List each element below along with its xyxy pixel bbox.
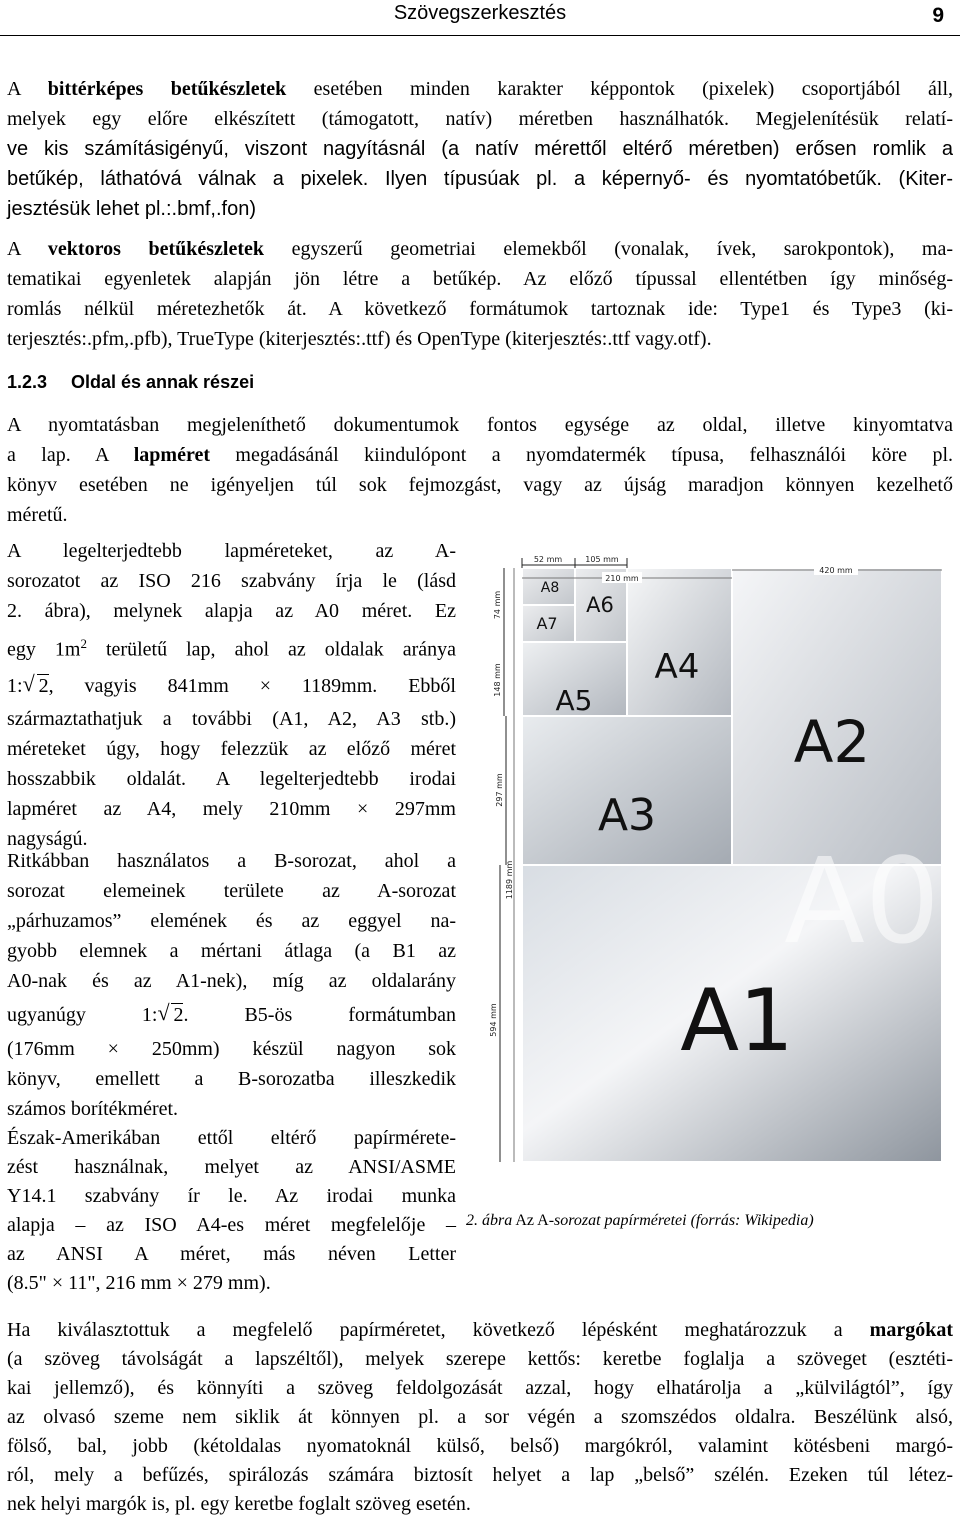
label-a0: A0	[784, 832, 940, 970]
text-line: az ANSI A méret, más néven Letter	[7, 1243, 456, 1265]
caption-number: 2. ábra	[466, 1212, 513, 1229]
dim-top-210: 210 mm	[605, 574, 639, 583]
paragraph-a-series	[7, 536, 456, 854]
label-a2: A2	[793, 708, 871, 776]
page-number: 9	[932, 4, 944, 27]
text-line: hosszabbik oldalát. A legelterjedtebb irodai	[7, 767, 456, 790]
text-line: nagyságú.	[7, 827, 88, 850]
text-line: lapméret az A4, mely 210mm × 297mm	[7, 797, 456, 820]
text-line: fölső, bal, jobb (kétoldalas nyomatoknál külső, belső) margókról, valamint kötésbeni margó-	[7, 1435, 953, 1457]
dim-left-74: 74 mm	[493, 590, 502, 620]
figure-caption	[466, 1212, 814, 1230]
text-line: származtathatjuk a további (A1, A2, A3 stb.)	[7, 707, 456, 730]
text-line: A vektoros betűkészletek egyszerű geometriai elemekből (vonalak, ívek, sarokpontok), ma-	[7, 238, 953, 260]
bold-term: bittérképes betűkészletek	[47, 78, 287, 100]
text-line: alapja – az ISO A4-es méret megfelelője –	[7, 1214, 456, 1236]
running-title: Szövegszerkesztés	[393, 2, 567, 24]
label-a6: A6	[586, 593, 614, 617]
label-a1: A1	[680, 971, 794, 1071]
dim-left-594: 594 mm	[489, 1003, 498, 1037]
text-line: méretű.	[7, 504, 68, 526]
bold-term: lapméret	[133, 444, 211, 466]
text-line: ugyanúgy 1: √ 2. B5-ös formátumban	[7, 996, 456, 1034]
bold-term: vektoros betűkészletek	[47, 238, 264, 260]
dim-left-297: 297 mm	[495, 773, 504, 807]
text-line: sorozat elemeinek területe az A-sorozat	[7, 880, 456, 902]
text-line: (a szöveg távolságát a lapszéltől), melyek szerepe kettős: keretbe foglalja a szöveget (esztéti-	[7, 1348, 953, 1370]
paragraph-vector-fonts	[7, 234, 953, 354]
page-header	[0, 0, 960, 34]
paragraph-page-intro	[7, 410, 953, 530]
paragraph-b-series	[7, 846, 456, 1124]
section-number: 1.2.3	[7, 372, 48, 392]
label-a4: A4	[654, 647, 700, 687]
text-line: romlás nélkül méretezhetők át. A következő formátumok tartoznak ide: Type1 és Type3 (ki-	[7, 298, 953, 320]
text-line: A0-nak és az A1-nek), míg az oldalarány	[7, 970, 456, 992]
text-line: jesztésük lehet pl.:.bmf,.fon)	[7, 198, 257, 220]
bold-term: margókat	[869, 1319, 953, 1341]
text-line: méreteket úgy, hogy felezzük az előző méret	[7, 737, 456, 760]
paper-size-diagram	[489, 550, 960, 1170]
text-line: az olvasó szeme nem siklik át könnyen pl. a sor végén a szomszédos oldalra. Beszélünk alsó,	[7, 1406, 953, 1428]
text-line: A bittérképes betűkészletek esetében minden karakter képpontok (pixelek) csoportjából áll,	[7, 78, 954, 100]
label-a3: A3	[597, 790, 657, 841]
text-line: a lap. A lapméret megadásánál kiindulópont a nyomdatermék típusa, felhasználói köre pl.	[7, 444, 953, 466]
text-line: A legelterjedtebb lapméreteket, az A-	[7, 540, 456, 562]
sqrt-symbol: √ 2	[22, 670, 49, 697]
text-line: Y14.1 szabvány ír le. Az irodai munka	[7, 1185, 456, 1207]
label-a8: A8	[540, 580, 560, 596]
text-line: gyobb elemnek a mértani átlaga (a B1 az	[7, 940, 456, 962]
text-line: egy $1m^2$ területű lap, ahol az oldalak aránya	[7, 636, 456, 661]
paragraph-ansi	[7, 1124, 456, 1298]
dim-left-1189: 1189 mm	[505, 860, 514, 900]
text-line: (176mm × 250mm) készül nagyon sok	[7, 1038, 456, 1060]
text-line: nek helyi margók is, pl. egy keretbe foglalt szöveg esetén.	[7, 1493, 471, 1515]
text-line: zést használnak, melyet az ANSI/ASME	[7, 1156, 456, 1178]
text-line: könyv, emellett a B-sorozatba illeszkedik	[7, 1068, 456, 1090]
caption-text-plain: Az A	[512, 1212, 549, 1229]
text-line: Észak-Amerikában ettől eltérő papírmérete-	[7, 1127, 456, 1149]
text-line: „párhuzamos” elemének és az eggyel na-	[7, 910, 456, 932]
dim-top-105: 105 mm	[585, 555, 619, 564]
text-line: könyv esetében ne igényeljen túl sok fejmozgást, vagy az újság maradjon könnyen kezelhető	[7, 474, 953, 496]
text-line: betűkép, láthatóvá válnak a pixelek. Ilyen típusúak pl. a képernyő- és nyomtatóbetűk. (Kiter-	[7, 168, 953, 190]
text-line: 1: √ 2, vagyis 841mm × 1189mm. Ebből	[7, 668, 456, 704]
text-line: Ha kiválasztottuk a megfelelő papírméretet, következő lépésként meghatározzuk a margókat	[7, 1319, 953, 1341]
text-line: terjesztés:.pfm,.pfb), TrueType (kiterjesztés:.ttf) és OpenType (kiterjesztés:.ttf vagy.otf).	[7, 328, 712, 350]
text-line: számos borítékméret.	[7, 1098, 179, 1120]
text-line: melyek egy előre elkészített (támogatott, natív) méretben használhatók. Megjelenítésük relatí-	[7, 108, 953, 130]
caption-text-italic: -sorozat papírméretei (forrás: Wikipedia)	[548, 1212, 814, 1229]
text-line: tematikai egyenletek alapján jön létre a betűkép. Az előző típussal ellentétben így minőség-	[7, 268, 953, 290]
label-a7: A7	[536, 614, 558, 633]
sqrt-symbol: √ 2	[157, 1000, 184, 1026]
label-a5: A5	[555, 684, 593, 717]
text-line: 2. ábra), melynek alapja az A0 méret. Ez	[7, 600, 456, 622]
a-series-figure	[489, 550, 960, 1170]
text-line: ról, mely a befűzés, spirálozás számára biztosít helyet a lap „belső” szélén. Ezeken túl létez-	[7, 1464, 953, 1486]
text-line: A nyomtatásban megjeleníthető dokumentumok fontos egysége az oldal, illetve kinyomtatva	[7, 414, 953, 436]
header-rule	[0, 35, 960, 36]
section-heading	[7, 372, 254, 393]
text-line: kai jellemző), és könnyíti a szöveg feldolgozását azzal, hogy elhatárolja a „külvilágtól”, így	[7, 1377, 953, 1399]
text-line: Ritkábban használatos a B-sorozat, ahol a	[7, 850, 456, 872]
text-line: sorozatot az ISO 216 szabvány írja le (lásd	[7, 570, 456, 592]
dim-left-148: 148 mm	[493, 663, 502, 697]
dim-top-420: 420 mm	[819, 566, 853, 575]
dim-top-52: 52 mm	[533, 555, 563, 564]
sheet-a4	[627, 568, 732, 716]
text-line: ve kis számításigényű, viszont nagyításnál (a natív mérettől eltérő méretben) erősen romlik a	[7, 138, 953, 160]
paragraph-margins	[7, 1316, 953, 1519]
text-line: (8.5" × 11", 216 mm × 279 mm).	[7, 1272, 271, 1294]
section-title: Oldal és annak részei	[71, 372, 255, 392]
paragraph-bitmap-fonts	[7, 74, 953, 224]
